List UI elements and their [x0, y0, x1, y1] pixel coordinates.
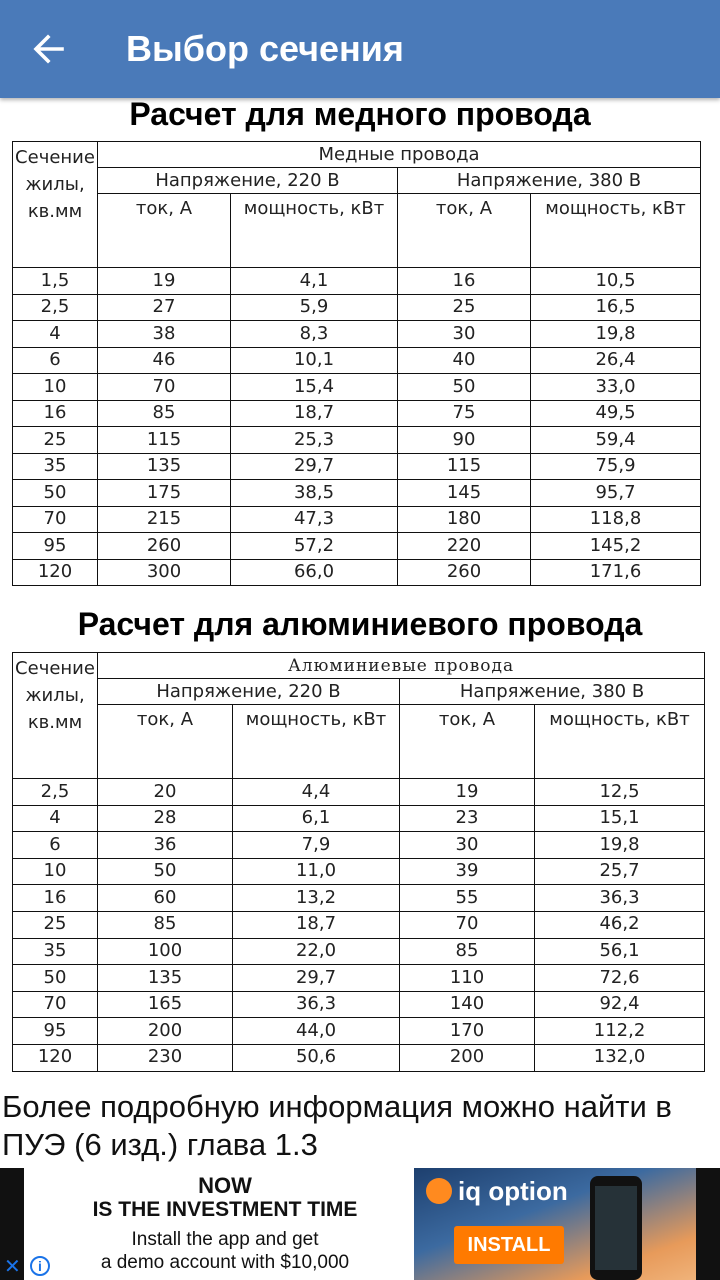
table-row: [13, 991, 705, 1018]
table-cell: 180: [398, 506, 531, 533]
ad-copy: a demo account with $10,000: [100, 1252, 350, 1273]
table-cell: 230: [98, 1044, 233, 1071]
ad-copy: Install the app and get: [131, 1229, 319, 1250]
voltage-380-header: Напряжение, 380 В: [398, 168, 701, 194]
table-cell: 115: [398, 453, 531, 480]
table-cell: 70: [400, 911, 535, 938]
table-row: [13, 427, 701, 454]
table-row: [13, 559, 701, 586]
iq-logo-icon: [426, 1178, 452, 1204]
table-cell: 95,7: [531, 480, 701, 507]
table-row: [13, 268, 701, 295]
table-cell: 85: [98, 400, 231, 427]
copper-section-title: Расчет для медного провода: [129, 96, 591, 132]
table-row: [13, 506, 701, 533]
table-cell: 85: [98, 911, 233, 938]
table-cell: 57,2: [231, 533, 398, 560]
voltage-220-header: Напряжение, 220 В: [98, 679, 400, 705]
table-row: [13, 779, 705, 806]
table-cell: 55: [400, 885, 535, 912]
table-cell: 6: [13, 347, 98, 374]
phone-image: [590, 1176, 642, 1280]
table-cell: 25,3: [231, 427, 398, 454]
table-cell: 110: [400, 965, 535, 992]
table-row: [13, 294, 701, 321]
table-cell: 260: [98, 533, 231, 560]
power-header: мощность, кВт: [231, 194, 398, 268]
table-row: [13, 400, 701, 427]
table-cell: 165: [98, 991, 233, 1018]
table-cell: 6: [13, 832, 98, 859]
table-cell: 47,3: [231, 506, 398, 533]
table-cell: 4,1: [231, 268, 398, 295]
table-cell: 120: [13, 559, 98, 586]
voltage-380-header: Напряжение, 380 В: [400, 679, 705, 705]
current-header: ток, А: [98, 705, 233, 779]
table-cell: 5,9: [231, 294, 398, 321]
copper-table: [12, 141, 701, 586]
table-cell: 70: [13, 506, 98, 533]
table-cell: 25,7: [535, 858, 705, 885]
ad-info-icon[interactable]: i: [30, 1256, 50, 1276]
table-cell: 200: [400, 1044, 535, 1071]
table-cell: 12,5: [535, 779, 705, 806]
table-cell: 19,8: [531, 321, 701, 348]
table-cell: 72,6: [535, 965, 705, 992]
table-cell: 100: [98, 938, 233, 965]
table-cell: 140: [400, 991, 535, 1018]
table-cell: 33,0: [531, 374, 701, 401]
table-cell: 112,2: [535, 1018, 705, 1045]
table-cell: 30: [398, 321, 531, 348]
table-cell: 7,9: [233, 832, 400, 859]
table-cell: 215: [98, 506, 231, 533]
power-header: мощность, кВт: [233, 705, 400, 779]
table-cell: 36: [98, 832, 233, 859]
aluminum-table: [12, 652, 705, 1072]
table-row: [13, 938, 705, 965]
ad-text[interactable]: [60, 1174, 390, 1274]
table-cell: 59,4: [531, 427, 701, 454]
table-cell: 75,9: [531, 453, 701, 480]
table-row: [13, 374, 701, 401]
table-cell: 20: [98, 779, 233, 806]
table-row: [13, 480, 701, 507]
table-cell: 10,1: [231, 347, 398, 374]
table-cell: 10: [13, 374, 98, 401]
current-header: ток, А: [400, 705, 535, 779]
table-cell: 29,7: [233, 965, 400, 992]
table-cell: 15,4: [231, 374, 398, 401]
voltage-220-header: Напряжение, 220 В: [98, 168, 398, 194]
ad-install-button[interactable]: INSTALL: [454, 1226, 564, 1264]
table-cell: 50: [98, 858, 233, 885]
table-cell: 92,4: [535, 991, 705, 1018]
table-cell: 70: [98, 374, 231, 401]
table-cell: 60: [98, 885, 233, 912]
section-header: Сечение жилы, кв.мм: [13, 653, 98, 779]
table-cell: 120: [13, 1044, 98, 1071]
power-header: мощность, кВт: [531, 194, 701, 268]
table-cell: 132,0: [535, 1044, 705, 1071]
table-cell: 135: [98, 965, 233, 992]
table-cell: 35: [13, 453, 98, 480]
table-row: [13, 911, 705, 938]
table-cell: 27: [98, 294, 231, 321]
table-cell: 35: [13, 938, 98, 965]
table-row: [13, 1044, 705, 1071]
table-cell: 44,0: [233, 1018, 400, 1045]
current-header: ток, А: [98, 194, 231, 268]
table-row: [13, 453, 701, 480]
table-cell: 25: [13, 427, 98, 454]
power-header: мощность, кВт: [535, 705, 705, 779]
table-row: [13, 321, 701, 348]
table-cell: 200: [98, 1018, 233, 1045]
table-cell: 19: [98, 268, 231, 295]
arrow-back-icon: [22, 24, 74, 76]
page-title: Выбор сечения: [126, 28, 404, 69]
table-cell: 50: [398, 374, 531, 401]
table-cell: 39: [400, 858, 535, 885]
table-cell: 145,2: [531, 533, 701, 560]
ad-headline: IS THE INVESTMENT TIME: [92, 1198, 358, 1221]
table-cell: 8,3: [231, 321, 398, 348]
table-cell: 300: [98, 559, 231, 586]
ad-border: [696, 1168, 720, 1280]
reference-note: Более подробную информация можно найти в ПУЭ (6 изд.) глава 1.3: [2, 1089, 672, 1162]
table-cell: 4,4: [233, 779, 400, 806]
table-cell: 13,2: [233, 885, 400, 912]
table-cell: 16: [13, 885, 98, 912]
table-cell: 36,3: [233, 991, 400, 1018]
table-cell: 175: [98, 480, 231, 507]
table-cell: 10: [13, 858, 98, 885]
table-cell: 56,1: [535, 938, 705, 965]
table-row: [13, 347, 701, 374]
table-cell: 10,5: [531, 268, 701, 295]
table-cell: 66,0: [231, 559, 398, 586]
table-cell: 36,3: [535, 885, 705, 912]
table-cell: 50: [13, 965, 98, 992]
table-cell: 145: [398, 480, 531, 507]
ad-headline: NOW: [198, 1173, 252, 1198]
aluminum-section-title: Расчет для алюминиевого провода: [77, 606, 643, 642]
table-cell: 16,5: [531, 294, 701, 321]
table-row: [13, 858, 705, 885]
table-row: [13, 805, 705, 832]
ad-image[interactable]: [414, 1168, 696, 1280]
table-cell: 50,6: [233, 1044, 400, 1071]
table-cell: 15,1: [535, 805, 705, 832]
table-cell: 46,2: [535, 911, 705, 938]
table-cell: 46: [98, 347, 231, 374]
table-cell: 19: [400, 779, 535, 806]
table-cell: 2,5: [13, 779, 98, 806]
table-cell: 38: [98, 321, 231, 348]
iq-option-logo: iq option: [426, 1176, 568, 1207]
table-cell: 18,7: [233, 911, 400, 938]
ad-banner[interactable]: [0, 1168, 720, 1280]
ad-close-icon[interactable]: ✕: [4, 1256, 21, 1278]
table-row: [13, 1018, 705, 1045]
app-bar: [0, 0, 720, 98]
table-cell: 25: [398, 294, 531, 321]
table-cell: 4: [13, 805, 98, 832]
table-cell: 135: [98, 453, 231, 480]
current-header: ток, А: [398, 194, 531, 268]
table-row: [13, 533, 701, 560]
table-cell: 115: [98, 427, 231, 454]
table-cell: 16: [13, 400, 98, 427]
table-cell: 70: [13, 991, 98, 1018]
table-cell: 75: [398, 400, 531, 427]
back-button[interactable]: [22, 24, 74, 76]
section-header: Сечение жилы, кв.мм: [13, 142, 98, 268]
table-cell: 90: [398, 427, 531, 454]
table-cell: 4: [13, 321, 98, 348]
table-title: Медные провода: [98, 142, 701, 168]
table-cell: 1,5: [13, 268, 98, 295]
table-cell: 170: [400, 1018, 535, 1045]
table-cell: 260: [398, 559, 531, 586]
table-row: [13, 832, 705, 859]
table-cell: 49,5: [531, 400, 701, 427]
table-row: [13, 965, 705, 992]
table-cell: 28: [98, 805, 233, 832]
table-cell: 2,5: [13, 294, 98, 321]
table-cell: 95: [13, 1018, 98, 1045]
table-cell: 30: [400, 832, 535, 859]
table-cell: 26,4: [531, 347, 701, 374]
table-title: Алюминиевые провода: [98, 653, 705, 679]
table-cell: 23: [400, 805, 535, 832]
table-cell: 25: [13, 911, 98, 938]
table-cell: 50: [13, 480, 98, 507]
table-cell: 118,8: [531, 506, 701, 533]
table-cell: 18,7: [231, 400, 398, 427]
table-cell: 11,0: [233, 858, 400, 885]
table-cell: 16: [398, 268, 531, 295]
table-cell: 29,7: [231, 453, 398, 480]
table-cell: 40: [398, 347, 531, 374]
table-cell: 38,5: [231, 480, 398, 507]
table-cell: 6,1: [233, 805, 400, 832]
table-cell: 85: [400, 938, 535, 965]
table-cell: 220: [398, 533, 531, 560]
table-cell: 22,0: [233, 938, 400, 965]
table-cell: 19,8: [535, 832, 705, 859]
table-row: [13, 885, 705, 912]
table-cell: 95: [13, 533, 98, 560]
table-cell: 171,6: [531, 559, 701, 586]
